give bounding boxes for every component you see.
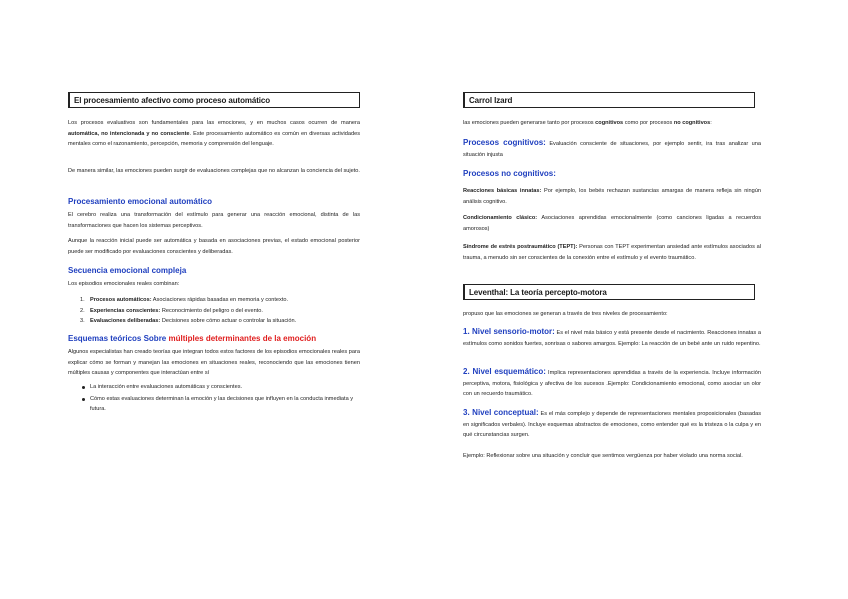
level-1: 1. Nivel sensorio-motor: Es el nivel más básico y está presente desde el nacimiento. Reacciones innatas a estímulos como sonidos fuertes, sonrisas o sabores amargos. Ejemplo: La reacción de un bebé ante un ruido repentino.	[463, 327, 761, 347]
cognitive-processes: Procesos cognitivos: Evaluación consciente de situaciones, por ejemplo sentir, ira tras analizar una situación injusta	[463, 138, 761, 158]
section-box-izard: Carrol Izard	[463, 92, 755, 108]
list-item: 3. Evaluaciones deliberadas: Decisiones sobre cómo actuar o controlar la situación.	[80, 318, 297, 325]
heading-complex-sequence: Secuencia emocional compleja	[68, 266, 187, 275]
schemes-paragraph: Algunos especialistas han creado teorías que integran todos estos factores de los episodios emocionales reales para explicar cómo se forman y manejan las emociones en situaciones reales, reconociendo que las emociones tienen múltiples causas y componentes que interactúan entre sí	[68, 349, 360, 377]
heading-automatic-processing: Procesamiento emocional automático	[68, 197, 213, 206]
automatic-paragraph-2: Aunque la reacción inicial puede ser automática y basada en asociaciones previas, el estado emocional posterior puede ser modificado por evaluaciones conscientes y deliberadas.	[68, 238, 360, 255]
sequence-list	[68, 295, 360, 327]
non-cognitive-item-2: Condicionamiento clásico: Asociaciones aprendidas emocionalmente (como canciones ligadas a recuerdos amorosos)	[463, 215, 761, 232]
level-2: 2. Nivel esquemático: Implica representaciones aprendidas a través de la experiencia. Incluye información perceptiva, motora, fisiológica y afectiva de los sucesos .Ejemplo: Condicionamiento emocional, como asociar un olor con un recuerdo traumático.	[463, 367, 761, 398]
leventhal-intro: propuso que las emociones se generan a través de tres niveles de procesamiento:	[463, 311, 668, 317]
intro-paragraph-2: De manera similar, las emociones pueden surgir de evaluaciones complejas que no alcanzan la conciencia del sujeto.	[68, 168, 360, 174]
bullet-icon	[82, 386, 85, 389]
schemes-bullets	[68, 382, 364, 415]
non-cognitive-item-1: Reacciones básicas innatas: Por ejemplo, los bebés rechazan sustancias amargas de manera refleja sin ningún análisis cognitivo.	[463, 188, 761, 205]
right-page	[424, 0, 848, 599]
list-item: 2. Experiencias conscientes: Reconocimiento del peligro o del evento.	[80, 307, 263, 314]
list-item: 1. Procesos automáticos: Asociaciones rápidas basadas en memoria y contexto.	[80, 297, 289, 303]
level-3: 3. Nivel conceptual: Es el más complejo y depende de representaciones mentales proposicionales (basadas en significados verbales). Incluye esquemas abstractos de emociones, como entender qué es la tristeza o la culpa y en qué circunstancias surgen.	[463, 408, 761, 439]
list-item: La interacción entre evaluaciones automáticas y conscientes.	[68, 382, 364, 393]
section-box-leventhal: Leventhal: La teoría percepto-motora	[463, 284, 755, 300]
section-box-title: El procesamiento afectivo como proceso automático	[68, 92, 360, 108]
example-paragraph: Ejemplo: Reflexionar sobre una situación y concluir que sentimos vergüenza por haber violado una norma social.	[463, 453, 743, 459]
intro-paragraph-1: Los procesos evaluativos son fundamentales para las emociones, y en muchos casos ocurren de manera automática, no intencionada y no consciente. Este procesamiento automático es común en diversas actividades mentales como el razonamiento, percepción, memoria y comprensión del lenguaje.	[68, 120, 361, 148]
heading-theoretical-schemes: Esquemas teóricos Sobre múltiples determinantes de la emoción	[68, 334, 317, 343]
bullet-icon	[82, 398, 85, 401]
sequence-intro: Los episodios emocionales reales combinan:	[68, 281, 180, 287]
list-item: Cómo estas evaluaciones determinan la emoción y las decisiones que influyen en la conducta inmediata y futura.	[68, 394, 364, 415]
automatic-paragraph-1: El cerebro realiza una transformación del estímulo para generar una reacción emocional, distinta de las transformaciones que hacen los sistemas perceptivos.	[68, 212, 360, 229]
izard-paragraph: las emociones pueden generarse tanto por procesos cognitivos como por procesos no cognitivos:	[463, 120, 712, 126]
non-cognitive-item-3: Síndrome de estrés postraumático (TEPT): Personas con TEPT experimentan ansiedad ante estímulos asociados al trauma, a menudo sin ser conscientes de la conexión entre el estímulo y el evento traumático.	[463, 244, 761, 261]
heading-non-cognitive: Procesos no cognitivos:	[463, 169, 556, 178]
